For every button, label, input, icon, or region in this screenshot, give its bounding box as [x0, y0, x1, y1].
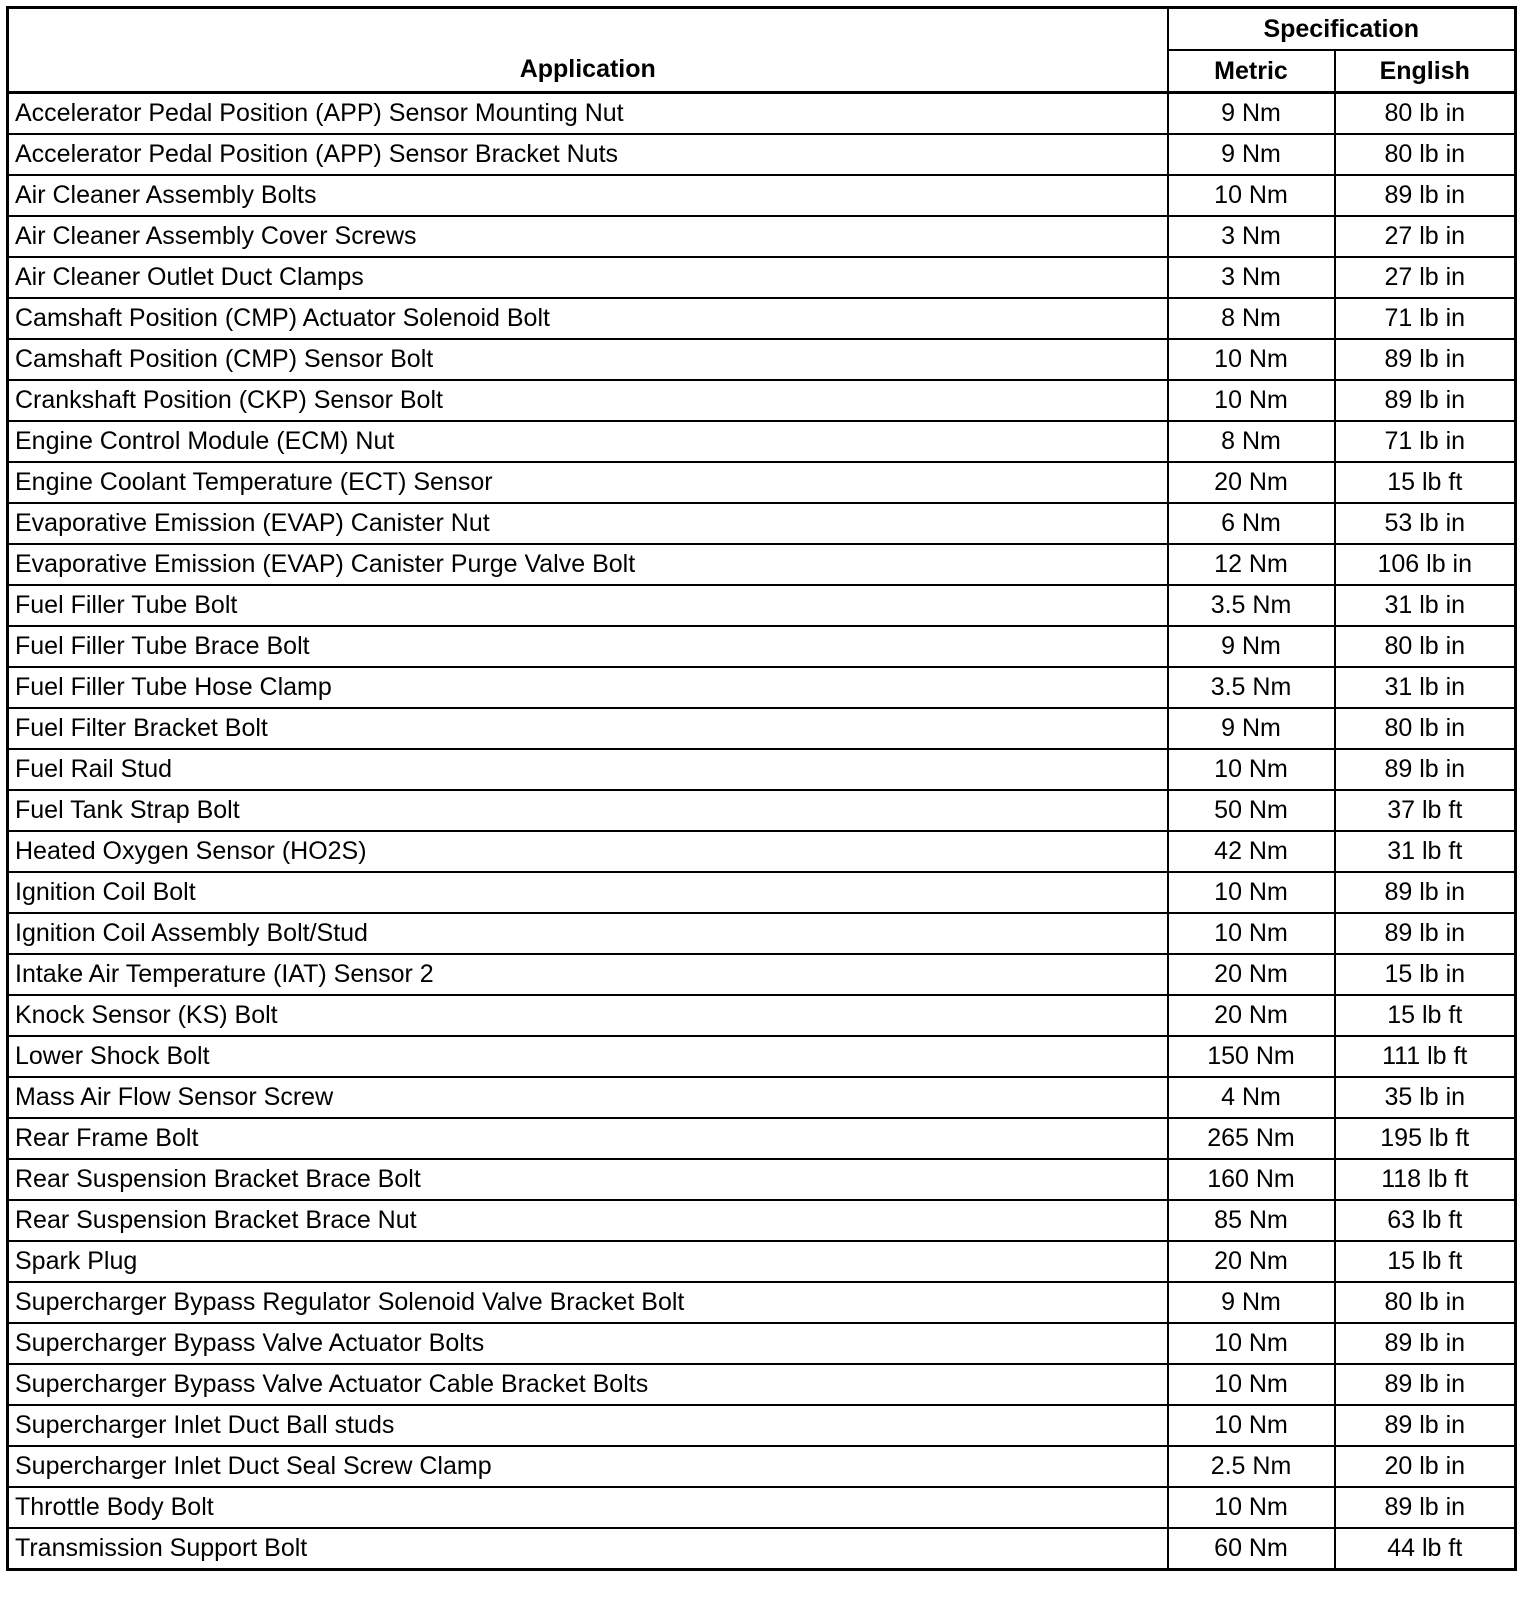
metric-cell: 10 Nm — [1168, 749, 1335, 790]
table-row — [8, 749, 1516, 790]
metric-cell: 10 Nm — [1168, 175, 1335, 216]
torque-spec-sheet — [6, 6, 1517, 1571]
table-row — [8, 216, 1516, 257]
table-row — [8, 708, 1516, 749]
application-cell: Engine Coolant Temperature (ECT) Sensor — [8, 462, 1168, 503]
metric-cell: 3.5 Nm — [1168, 667, 1335, 708]
table-row — [8, 175, 1516, 216]
specification-table — [6, 6, 1517, 1571]
application-cell: Ignition Coil Bolt — [8, 872, 1168, 913]
english-cell: 63 lb ft — [1335, 1200, 1516, 1241]
table-row — [8, 954, 1516, 995]
english-cell: 80 lb in — [1335, 708, 1516, 749]
english-cell: 15 lb ft — [1335, 995, 1516, 1036]
english-cell: 89 lb in — [1335, 1323, 1516, 1364]
application-cell: Supercharger Bypass Valve Actuator Cable Bracket Bolts — [8, 1364, 1168, 1405]
english-cell: 89 lb in — [1335, 175, 1516, 216]
english-cell: 35 lb in — [1335, 1077, 1516, 1118]
table-row — [8, 380, 1516, 421]
metric-cell: 3 Nm — [1168, 216, 1335, 257]
application-cell: Fuel Rail Stud — [8, 749, 1168, 790]
metric-cell: 9 Nm — [1168, 1282, 1335, 1323]
english-cell: 31 lb ft — [1335, 831, 1516, 872]
application-cell: Camshaft Position (CMP) Sensor Bolt — [8, 339, 1168, 380]
metric-cell: 20 Nm — [1168, 954, 1335, 995]
application-cell: Fuel Tank Strap Bolt — [8, 790, 1168, 831]
metric-cell: 10 Nm — [1168, 1405, 1335, 1446]
english-cell: 195 lb ft — [1335, 1118, 1516, 1159]
table-row — [8, 298, 1516, 339]
metric-cell: 85 Nm — [1168, 1200, 1335, 1241]
metric-cell: 2.5 Nm — [1168, 1446, 1335, 1487]
english-cell: 71 lb in — [1335, 298, 1516, 339]
application-cell: Fuel Filler Tube Brace Bolt — [8, 626, 1168, 667]
table-row — [8, 913, 1516, 954]
table-row — [8, 1077, 1516, 1118]
table-row — [8, 503, 1516, 544]
metric-cell: 20 Nm — [1168, 995, 1335, 1036]
metric-cell: 12 Nm — [1168, 544, 1335, 585]
metric-cell: 10 Nm — [1168, 913, 1335, 954]
application-cell: Fuel Filler Tube Bolt — [8, 585, 1168, 626]
table-row — [8, 1528, 1516, 1570]
application-cell: Air Cleaner Assembly Cover Screws — [8, 216, 1168, 257]
english-cell: 80 lb in — [1335, 134, 1516, 175]
table-row — [8, 93, 1516, 135]
application-cell: Supercharger Inlet Duct Ball studs — [8, 1405, 1168, 1446]
english-cell: 80 lb in — [1335, 93, 1516, 135]
application-cell: Spark Plug — [8, 1241, 1168, 1282]
table-row — [8, 339, 1516, 380]
application-cell: Fuel Filter Bracket Bolt — [8, 708, 1168, 749]
english-cell: 53 lb in — [1335, 503, 1516, 544]
table-row — [8, 995, 1516, 1036]
application-cell: Supercharger Inlet Duct Seal Screw Clamp — [8, 1446, 1168, 1487]
metric-cell: 20 Nm — [1168, 462, 1335, 503]
english-cell: 37 lb ft — [1335, 790, 1516, 831]
application-cell: Supercharger Bypass Valve Actuator Bolts — [8, 1323, 1168, 1364]
application-cell: Throttle Body Bolt — [8, 1487, 1168, 1528]
english-cell: 89 lb in — [1335, 339, 1516, 380]
english-cell: 89 lb in — [1335, 913, 1516, 954]
table-row — [8, 831, 1516, 872]
english-cell: 106 lb in — [1335, 544, 1516, 585]
english-cell: 89 lb in — [1335, 1487, 1516, 1528]
application-cell: Crankshaft Position (CKP) Sensor Bolt — [8, 380, 1168, 421]
application-column-header: Application — [8, 8, 1168, 93]
table-header — [8, 8, 1516, 93]
table-row — [8, 1200, 1516, 1241]
application-cell: Intake Air Temperature (IAT) Sensor 2 — [8, 954, 1168, 995]
english-cell: 15 lb in — [1335, 954, 1516, 995]
table-row — [8, 1487, 1516, 1528]
english-cell: 15 lb ft — [1335, 1241, 1516, 1282]
metric-cell: 42 Nm — [1168, 831, 1335, 872]
application-cell: Accelerator Pedal Position (APP) Sensor Mounting Nut — [8, 93, 1168, 135]
metric-cell: 3.5 Nm — [1168, 585, 1335, 626]
application-cell: Mass Air Flow Sensor Screw — [8, 1077, 1168, 1118]
metric-cell: 9 Nm — [1168, 626, 1335, 667]
metric-cell: 160 Nm — [1168, 1159, 1335, 1200]
application-cell: Rear Frame Bolt — [8, 1118, 1168, 1159]
application-cell: Rear Suspension Bracket Brace Bolt — [8, 1159, 1168, 1200]
metric-cell: 265 Nm — [1168, 1118, 1335, 1159]
english-cell: 80 lb in — [1335, 1282, 1516, 1323]
table-row — [8, 544, 1516, 585]
table-row — [8, 462, 1516, 503]
table-row — [8, 1118, 1516, 1159]
application-cell: Air Cleaner Outlet Duct Clamps — [8, 257, 1168, 298]
metric-cell: 10 Nm — [1168, 872, 1335, 913]
table-row — [8, 1405, 1516, 1446]
english-cell: 111 lb ft — [1335, 1036, 1516, 1077]
application-cell: Ignition Coil Assembly Bolt/Stud — [8, 913, 1168, 954]
metric-cell: 20 Nm — [1168, 1241, 1335, 1282]
metric-cell: 9 Nm — [1168, 708, 1335, 749]
table-row — [8, 1323, 1516, 1364]
application-cell: Fuel Filler Tube Hose Clamp — [8, 667, 1168, 708]
table-row — [8, 421, 1516, 462]
english-cell: 89 lb in — [1335, 380, 1516, 421]
english-cell: 31 lb in — [1335, 585, 1516, 626]
english-cell: 89 lb in — [1335, 1405, 1516, 1446]
english-column-header: English — [1335, 50, 1516, 93]
english-cell: 27 lb in — [1335, 216, 1516, 257]
table-row — [8, 1241, 1516, 1282]
table-row — [8, 790, 1516, 831]
metric-cell: 9 Nm — [1168, 93, 1335, 135]
metric-cell: 3 Nm — [1168, 257, 1335, 298]
application-cell: Engine Control Module (ECM) Nut — [8, 421, 1168, 462]
english-cell: 27 lb in — [1335, 257, 1516, 298]
metric-cell: 8 Nm — [1168, 298, 1335, 339]
table-row — [8, 1446, 1516, 1487]
english-cell: 71 lb in — [1335, 421, 1516, 462]
application-cell: Rear Suspension Bracket Brace Nut — [8, 1200, 1168, 1241]
application-cell: Transmission Support Bolt — [8, 1528, 1168, 1570]
metric-column-header: Metric — [1168, 50, 1335, 93]
table-row — [8, 1036, 1516, 1077]
metric-cell: 60 Nm — [1168, 1528, 1335, 1570]
application-cell: Camshaft Position (CMP) Actuator Solenoid Bolt — [8, 298, 1168, 339]
table-row — [8, 1159, 1516, 1200]
english-cell: 89 lb in — [1335, 749, 1516, 790]
english-cell: 80 lb in — [1335, 626, 1516, 667]
application-cell: Knock Sensor (KS) Bolt — [8, 995, 1168, 1036]
metric-cell: 6 Nm — [1168, 503, 1335, 544]
table-row — [8, 257, 1516, 298]
table-row — [8, 1282, 1516, 1323]
table-row — [8, 667, 1516, 708]
application-cell: Evaporative Emission (EVAP) Canister Nut — [8, 503, 1168, 544]
application-cell: Air Cleaner Assembly Bolts — [8, 175, 1168, 216]
table-body — [8, 93, 1516, 1570]
table-row — [8, 134, 1516, 175]
application-cell: Evaporative Emission (EVAP) Canister Purge Valve Bolt — [8, 544, 1168, 585]
metric-cell: 4 Nm — [1168, 1077, 1335, 1118]
application-cell: Lower Shock Bolt — [8, 1036, 1168, 1077]
metric-cell: 10 Nm — [1168, 1323, 1335, 1364]
table-row — [8, 626, 1516, 667]
english-cell: 20 lb in — [1335, 1446, 1516, 1487]
application-cell: Heated Oxygen Sensor (HO2S) — [8, 831, 1168, 872]
english-cell: 89 lb in — [1335, 872, 1516, 913]
metric-cell: 10 Nm — [1168, 339, 1335, 380]
metric-cell: 50 Nm — [1168, 790, 1335, 831]
metric-cell: 10 Nm — [1168, 380, 1335, 421]
english-cell: 15 lb ft — [1335, 462, 1516, 503]
table-row — [8, 872, 1516, 913]
application-cell: Accelerator Pedal Position (APP) Sensor Bracket Nuts — [8, 134, 1168, 175]
metric-cell: 150 Nm — [1168, 1036, 1335, 1077]
english-cell: 44 lb ft — [1335, 1528, 1516, 1570]
metric-cell: 10 Nm — [1168, 1364, 1335, 1405]
english-cell: 89 lb in — [1335, 1364, 1516, 1405]
english-cell: 31 lb in — [1335, 667, 1516, 708]
english-cell: 118 lb ft — [1335, 1159, 1516, 1200]
metric-cell: 8 Nm — [1168, 421, 1335, 462]
specification-group-header: Specification — [1168, 8, 1516, 51]
metric-cell: 10 Nm — [1168, 1487, 1335, 1528]
table-row — [8, 1364, 1516, 1405]
table-row — [8, 585, 1516, 626]
application-cell: Supercharger Bypass Regulator Solenoid Valve Bracket Bolt — [8, 1282, 1168, 1323]
metric-cell: 9 Nm — [1168, 134, 1335, 175]
